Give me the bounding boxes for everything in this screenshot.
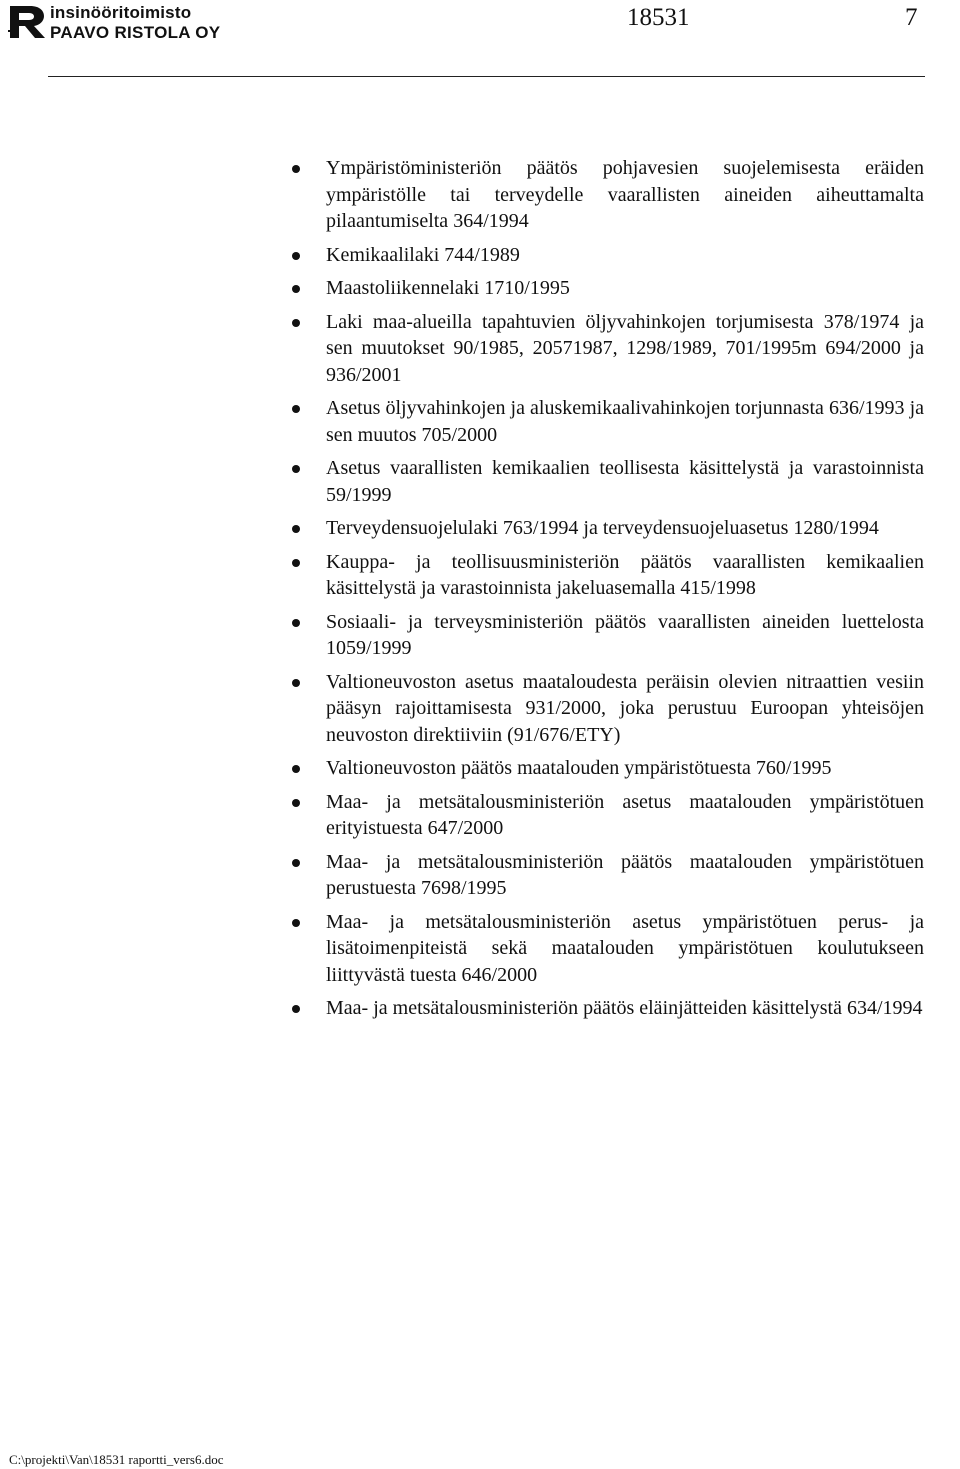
logo-line1: insinööritoimisto [50, 3, 192, 22]
bullet-icon [292, 465, 300, 473]
bullet-icon [292, 252, 300, 260]
list-item: Asetus öljyvahinkojen ja aluskemikaalivahinkojen torjunnasta 636/1993 ja sen muutos 705/2000 [326, 395, 924, 448]
list-item: Maa- ja metsätalousministeriön asetus ympäristötuen perus- ja lisätoimenpiteistä sekä maatalouden ympäristötuen koulutukseen liittyvästä tuesta 646/2000 [326, 909, 924, 989]
list-item: Laki maa-alueilla tapahtuvien öljyvahinkojen torjumisesta 378/1974 ja sen muutokset 90/1985, 20571987, 1298/1989, 701/1995m 694/2000 ja 936/2001 [326, 309, 924, 389]
header-rule [48, 76, 925, 77]
bullet-icon [292, 1005, 300, 1013]
bullet-icon [292, 859, 300, 867]
list-item: Kemikaalilaki 744/1989 [326, 242, 924, 269]
bullet-icon [292, 765, 300, 773]
page-number: 7 [905, 4, 918, 31]
list-item: Maa- ja metsätalousministeriön päätös maatalouden ympäristötuen perustuesta 7698/1995 [326, 849, 924, 902]
list-item: Valtioneuvoston päätös maatalouden ympäristötuesta 760/1995 [326, 755, 924, 782]
list-item: Terveydensuojelulaki 763/1994 ja terveydensuojeluasetus 1280/1994 [326, 515, 924, 542]
footer-file-path: C:\projekti\Van\18531 raportti_vers6.doc [9, 1452, 224, 1467]
regulation-list-section [0, 155, 960, 1029]
bullet-icon [292, 319, 300, 327]
bullet-icon [292, 919, 300, 927]
regulation-list [0, 155, 960, 1022]
bullet-icon [292, 619, 300, 627]
bullet-icon [292, 799, 300, 807]
bullet-icon [292, 285, 300, 293]
list-item: Kauppa- ja teollisuusministeriön päätös vaarallisten kemikaalien käsittelystä ja varastoinnista jakeluasemalla 415/1998 [326, 549, 924, 602]
list-item: Maastoliikennelaki 1710/1995 [326, 275, 924, 302]
list-item: Ympäristöministeriön päätös pohjavesien suojelemisesta eräiden ympäristölle tai terveydelle vaarallisten aineiden aiheuttamalta pilaantumiselta 364/1994 [326, 155, 924, 235]
list-item: Valtioneuvoston asetus maataloudesta peräisin olevien nitraattien vesiin pääsyn rajoittamisesta 931/2000, joka perustuu Euroopan yhteisöjen neuvoston direktiiviin (91/676/ETY) [326, 669, 924, 749]
bullet-icon [292, 525, 300, 533]
document-number: 18531 [627, 4, 690, 31]
list-item: Maa- ja metsätalousministeriön asetus maatalouden ympäristötuen erityistuesta 647/2000 [326, 789, 924, 842]
company-logo [8, 2, 220, 42]
page-header [0, 0, 960, 80]
list-item: Asetus vaarallisten kemikaalien teollisesta käsittelystä ja varastoinnista 59/1999 [326, 455, 924, 508]
list-item: Sosiaali- ja terveysministeriön päätös vaarallisten aineiden luettelosta 1059/1999 [326, 609, 924, 662]
logo-line2: PAAVO RISTOLA OY [50, 23, 221, 42]
bullet-icon [292, 405, 300, 413]
bullet-icon [292, 679, 300, 687]
list-item: Maa- ja metsätalousministeriön päätös eläinjätteiden käsittelystä 634/1994 [326, 995, 924, 1022]
bullet-icon [292, 559, 300, 567]
r-logo-icon [8, 4, 48, 40]
bullet-icon [292, 165, 300, 173]
